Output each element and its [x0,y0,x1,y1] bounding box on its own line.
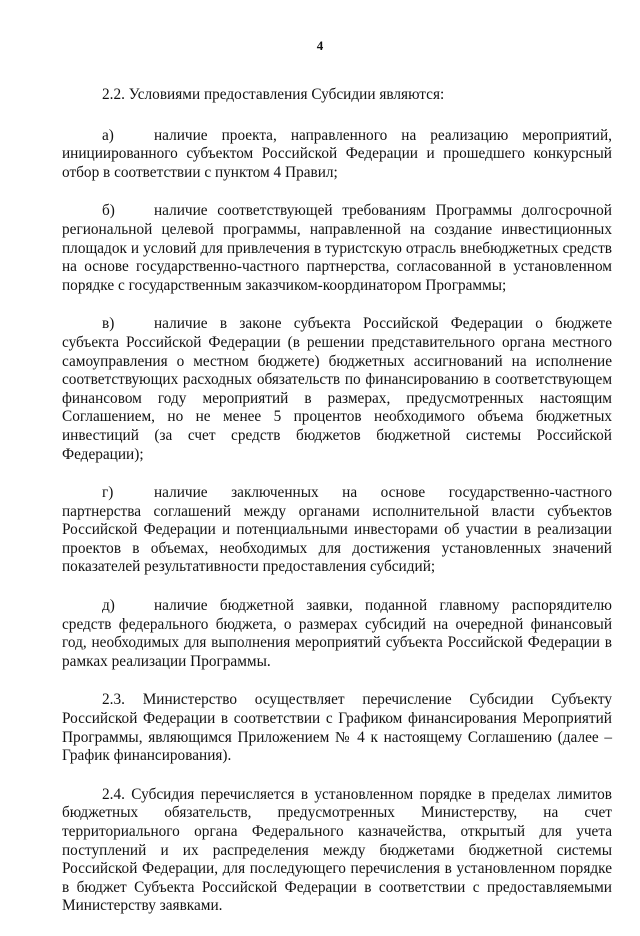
list-item-text: наличие заключенных на основе государственно-частного партнерства соглашений между органами исполнительной власти субъектов Российской Федерации и потенциальными инвесторами об участии в реализации проектов в объемах, необходимых для достижения установленных значений показателей результативности предоставления субсидий; [62,484,612,576]
list-item-text: наличие проекта, направленного на реализацию мероприятий, инициированного субъектом Российской Федерации и прошедшего конкурсный отбор в соответствии с пунктом 4 Правил; [62,126,612,181]
list-item-letter: б) [102,202,115,220]
list-item-text: наличие в законе субъекта Российской Федерации о бюджете субъекта Российской Федерации (в решении представительного органа местного самоуправления о местном бюджете) бюджетных ассигнований на исполнение соответствующих расходных обязательств по финансированию в соответствующем финансовом году мероприятий в размерах, предусмотренных настоящим Соглашением, но не менее 5 процентов необходимого объема бюджетных инвестиций (за счет средств бюджетов бюджетной системы Российской Федерации); [62,315,612,463]
list-item-v [62,315,612,464]
list-item-b [62,202,612,295]
section-heading-2-2: 2.2. Условиями предоставления Субсидии являются: [102,86,445,103]
section-number: 2.4. [102,785,125,803]
list-item-letter: а) [102,126,114,144]
section-2-4 [62,786,612,916]
section-2-3 [62,691,612,765]
list-item-a [62,127,612,183]
list-item-letter: г) [102,484,114,502]
section-text: Министерство осуществляет перечисление Субсидии Субъекту Российской Федерации в соответствии с Графиком финансирования Мероприятий Программы, являющимся Приложением № 4 к настоящему Соглашению (далее – График финансирования). [62,691,612,765]
list-item-g [62,484,612,577]
list-item-text: наличие соответствующей требованиям Программы долгосрочной региональной целевой программы, направленной на создание инвестиционных площадок и условий для привлечения в туристскую отрасль внебюджетных средств на основе государственно-частного партнерства, согласованной в установленном порядке с государственным заказчиком-координатором Программы; [62,202,612,294]
page-number: 4 [316,38,324,53]
list-item-letter: в) [102,315,115,333]
list-item-text: наличие бюджетной заявки, поданной главному распорядителю средств федерального бюджета, о размерах субсидий на очередной финансовый год, необходимых для выполнения мероприятий субъекта Российской Федерации в рамках реализации Программы. [62,597,612,670]
document-body [62,86,612,936]
section-text: Субсидия перечисляется в установленном порядке в пределах лимитов бюджетных обязательств, предусмотренных Министерству, на счет территориального органа Федерального казначейства, открытый для учета поступлений и их распределения между бюджетами бюджетной системы Российской Федерации, для последующего перечисления в установленном порядке в бюджет Субъекта Российской Федерации в соответствии с предоставляемыми Министерству заявками. [62,785,612,915]
list-item-letter: д) [102,597,115,615]
section-number: 2.3. [102,691,125,709]
list-item-d [62,597,612,671]
